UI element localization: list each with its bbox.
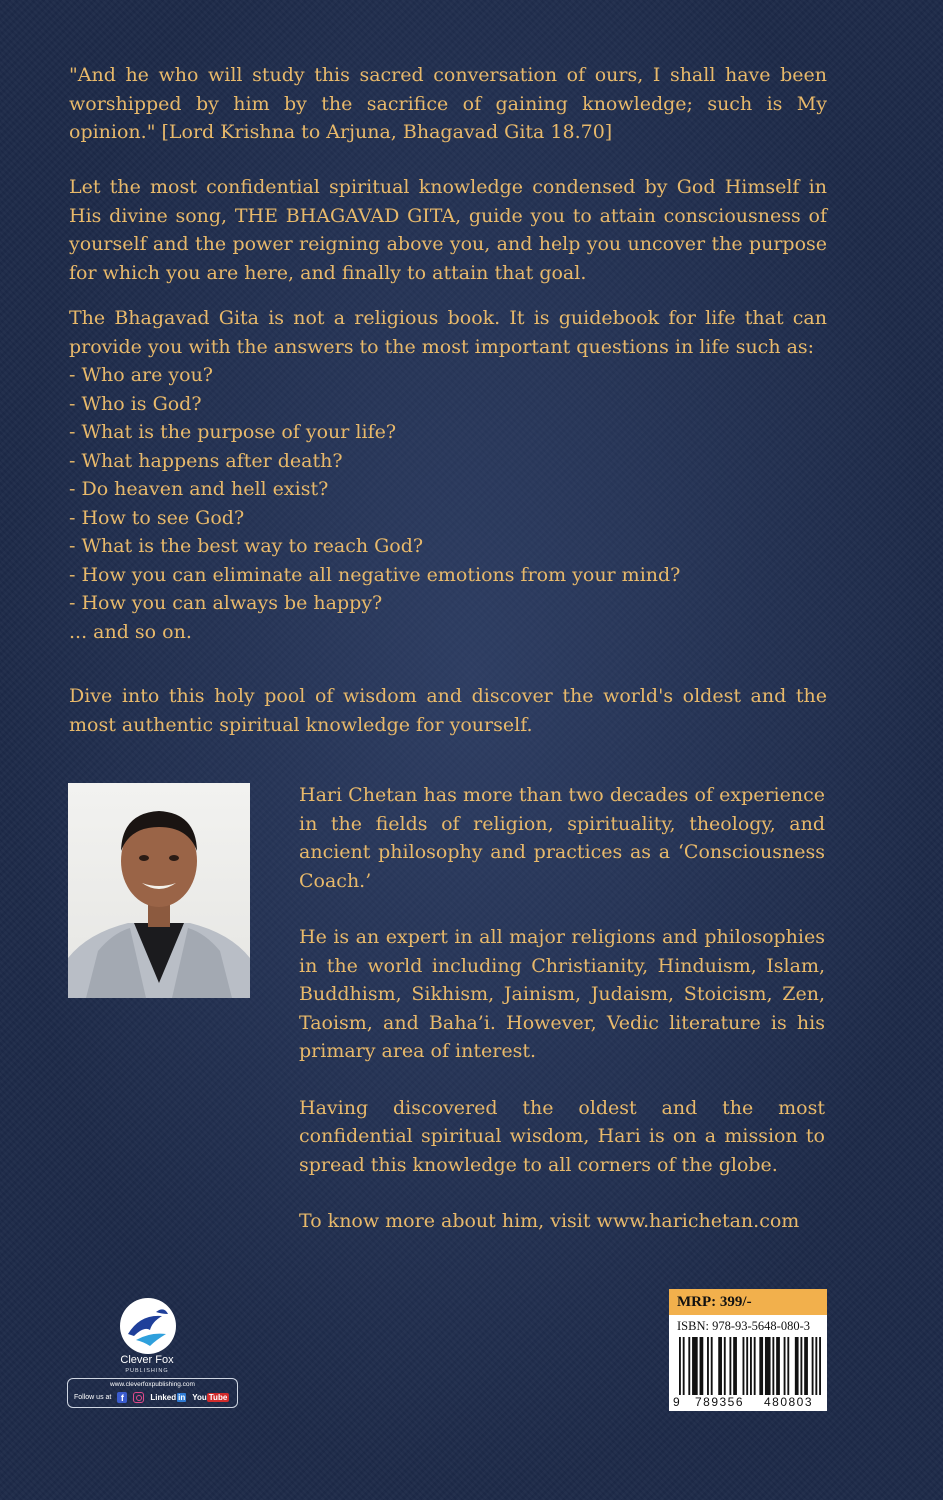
publisher-name: Clever Fox: [120, 1354, 174, 1366]
list-item: - How you can eliminate all negative emotions from your mind?: [69, 563, 681, 586]
linkedin-label: Linked: [150, 1393, 177, 1402]
youtube-label: You: [192, 1393, 207, 1402]
isbn-label: ISBN: 978-93-5648-080-3: [677, 1319, 810, 1333]
publisher-subtitle: PUBLISHING: [125, 1368, 169, 1374]
barcode-icon: [679, 1337, 821, 1395]
barcode-digits: [673, 1395, 823, 1409]
linkedin-icon[interactable]: [150, 1393, 186, 1402]
dive-paragraph: Dive into this holy pool of wisdom and discover the world's oldest and the most authentic spiritual knowledge for yourself.: [69, 685, 827, 736]
author-bio: [299, 781, 825, 1264]
guidebook-lead: The Bhagavad Gita is not a religious book. It is guidebook for life that can provide you with the answers to the most important questions in life such as:: [69, 307, 827, 358]
publisher-website[interactable]: www.cleverfoxpublishing.com: [110, 1381, 195, 1388]
facebook-icon[interactable]: f: [117, 1392, 127, 1403]
intro-paragraph: Let the most confidential spiritual knowledge condensed by God Himself in His divine song, THE BHAGAVAD GITA, guide you to attain consciousness of yourself and the power reigning above you, and help you uncover the purpose for which you are here, and finally to attain that goal.: [69, 176, 827, 284]
list-item: - How you can always be happy?: [69, 592, 383, 614]
question-list: [69, 361, 827, 618]
bio-paragraph: Having discovered the oldest and the most confidential spiritual wisdom, Hari is on a mission to spread this knowledge to all corners of the globe.: [299, 1096, 825, 1176]
list-tail: ... and so on.: [69, 620, 192, 643]
list-item: - What is the purpose of your life?: [69, 421, 397, 443]
social-links: [74, 1392, 229, 1403]
gita-quote: "And he who will study this sacred conversation of ours, I shall have been worshipped by him by the sacrifice of gaining knowledge; such is My opinion." [Lord Krishna to Arjuna, Bhagavad Gita 18.70]: [69, 64, 827, 143]
youtube-badge: Tube: [208, 1393, 228, 1402]
mrp-label: MRP: 399/-: [669, 1289, 827, 1315]
author-photo: [68, 783, 250, 998]
guidebook-section: [69, 304, 827, 646]
follow-label: Follow us at: [74, 1394, 112, 1401]
list-item: - Do heaven and hell exist?: [69, 478, 329, 500]
list-item: - What happens after death?: [69, 449, 343, 472]
ean-right-group: 480803: [763, 1395, 814, 1409]
youtube-icon[interactable]: [192, 1393, 229, 1402]
barcode-box: [669, 1289, 827, 1411]
bio-paragraph: Hari Chetan has more than two decades of experience in the fields of religion, spirituality, theology, and ancient philosophy and practices as a ‘Consciousness Coach.’: [299, 784, 825, 892]
bio-paragraph: He is an expert in all major religions and philosophies in the world including Christianity, Hinduism, Islam, Buddhism, Sikhism, Jainism, Judaism, Stoicism, Zen, Taoism, and Baha’i. However, Vedic literature is his primary area of interest.: [299, 926, 825, 1062]
bio-website-line: To know more about him, visit www.harichetan.com: [299, 1210, 800, 1232]
list-item: - Who are you?: [69, 364, 213, 386]
author-portrait-illustration: [68, 783, 250, 998]
ean-first-digit: 9: [673, 1395, 680, 1409]
publisher-social-box: [67, 1378, 238, 1408]
instagram-icon[interactable]: [133, 1392, 144, 1403]
list-item: - What is the best way to reach God?: [69, 535, 424, 557]
list-item: - How to see God?: [69, 506, 245, 529]
ean-left-group: 789356: [694, 1395, 745, 1409]
linkedin-badge: in: [178, 1393, 186, 1402]
list-item: - Who is God?: [69, 392, 202, 415]
